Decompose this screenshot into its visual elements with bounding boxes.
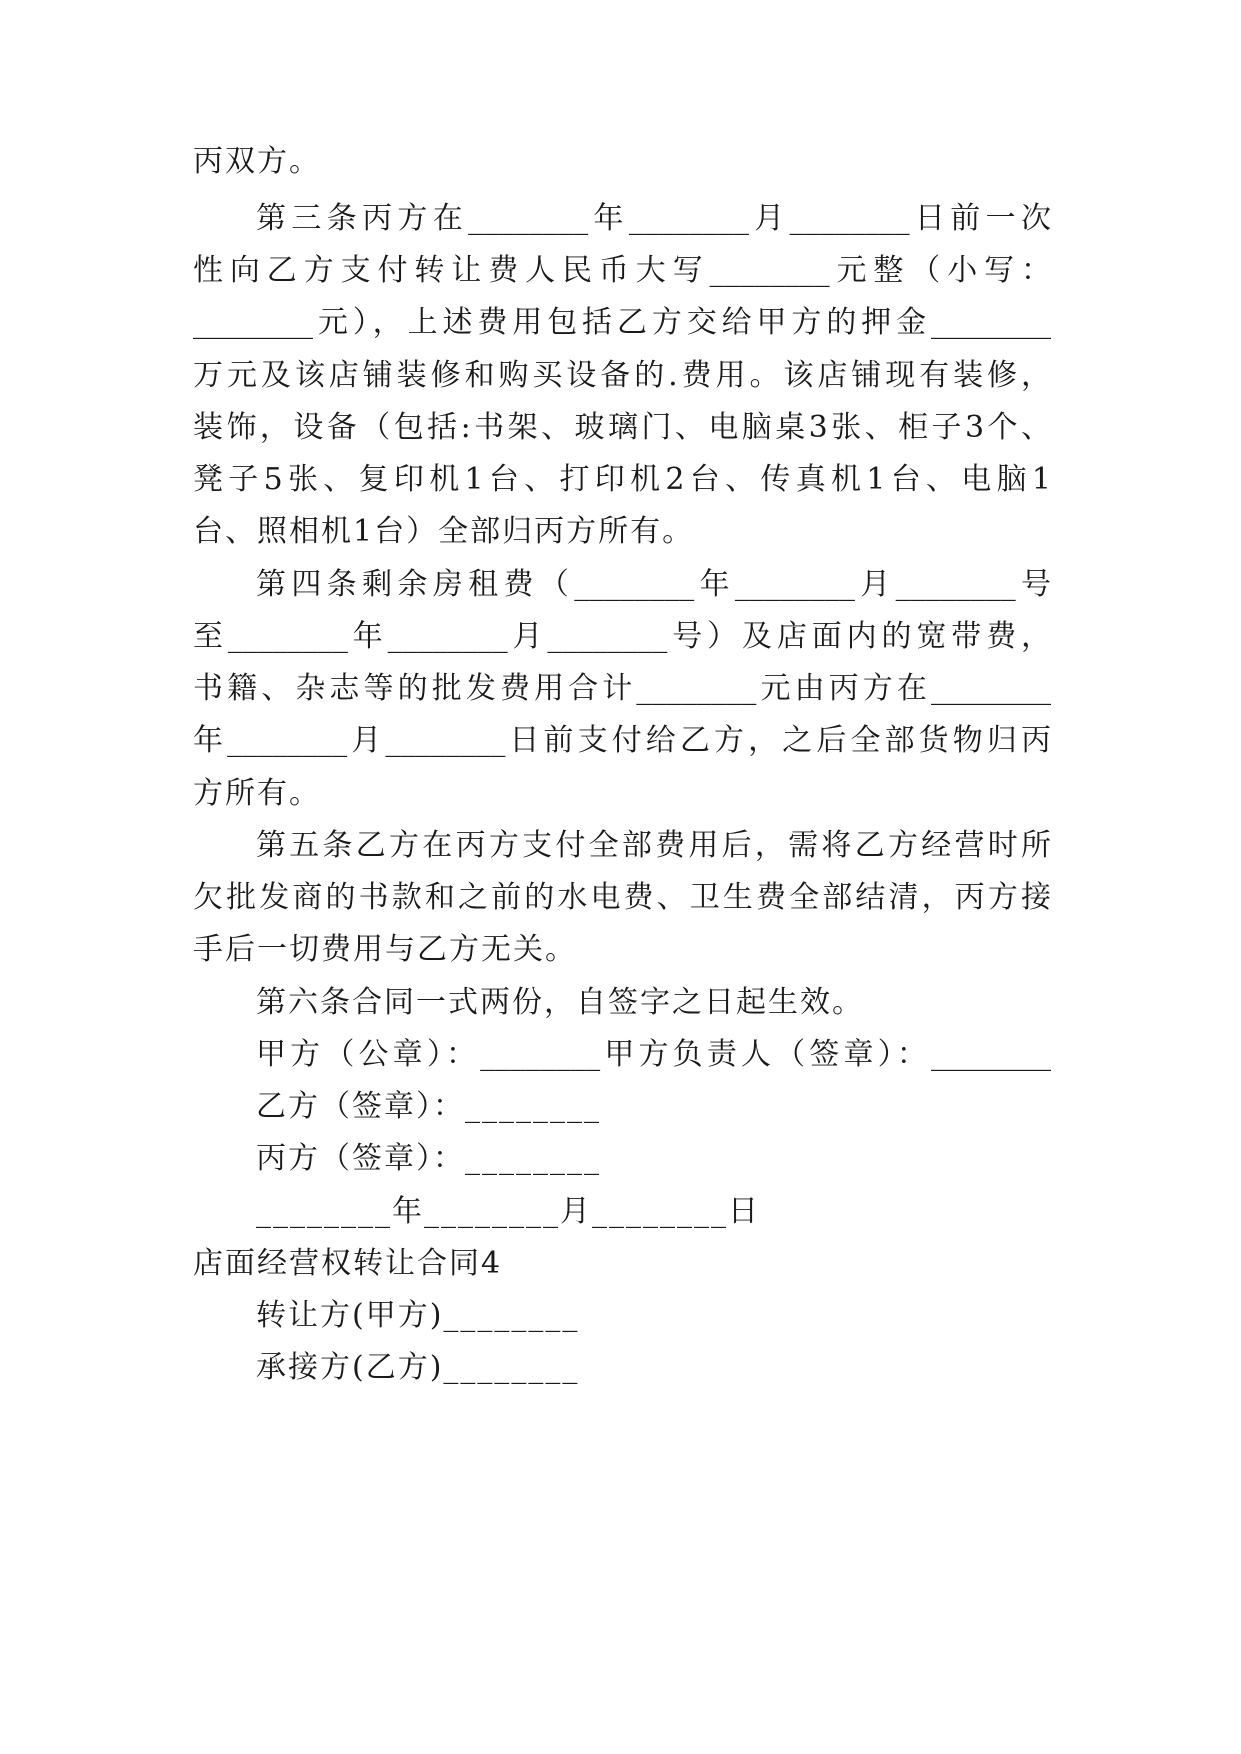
- signature-line: 乙方（签章）：________: [256, 1089, 601, 1124]
- text-line: 第四条剩余房租费（________年________月________号: [256, 567, 1051, 602]
- text-line: 欠批发商的书款和之前的水电费、卫生费全部结清，丙方接: [193, 880, 1051, 915]
- text-line: 手后一切费用与乙方无关。: [193, 932, 577, 967]
- text-line: 至________年________月________号）及店面内的宽带费，: [193, 619, 1051, 654]
- signature-line: 甲方（公章）：________甲方负责人（签章）：________: [256, 1037, 1051, 1072]
- text-line: 第六条合同一式两份，自签字之日起生效。: [256, 985, 864, 1020]
- text-line: 性向乙方支付转让费人民币大写________元整（小写：: [193, 253, 1051, 288]
- text-line: 第五条乙方在丙方支付全部费用后，需将乙方经营时所: [256, 828, 1051, 863]
- text-line: 第三条丙方在________年________月________日前一次: [256, 201, 1051, 236]
- date-line: ________年________月________日: [256, 1194, 760, 1229]
- signature-line: 丙方（签章）：________: [256, 1141, 601, 1176]
- text-line: 书籍、杂志等的批发费用合计________元由丙方在________: [193, 671, 1051, 706]
- text-line: 装饰，设备（包括:书架、玻璃门、电脑桌3张、柜子3个、: [193, 410, 1051, 445]
- party-line: 转让方(甲方)________: [256, 1298, 580, 1333]
- party-line: 承接方(乙方)________: [256, 1350, 580, 1385]
- text-line: 凳子5张、复印机1台、打印机2台、传真机1台、电脑1: [193, 462, 1051, 497]
- text-line: 台、照相机1台）全部归丙方所有。: [193, 514, 695, 549]
- text-line: 万元及该店铺装修和购买设备的.费用。该店铺现有装修，: [193, 358, 1051, 393]
- text-line: 丙双方。: [193, 144, 321, 179]
- section-title: 店面经营权转让合同4: [193, 1246, 503, 1281]
- text-line: ________元），上述费用包括乙方交给甲方的押金________: [193, 305, 1051, 340]
- text-line: 方所有。: [193, 776, 321, 811]
- text-line: 年________月________日前支付给乙方，之后全部货物归丙: [193, 723, 1051, 758]
